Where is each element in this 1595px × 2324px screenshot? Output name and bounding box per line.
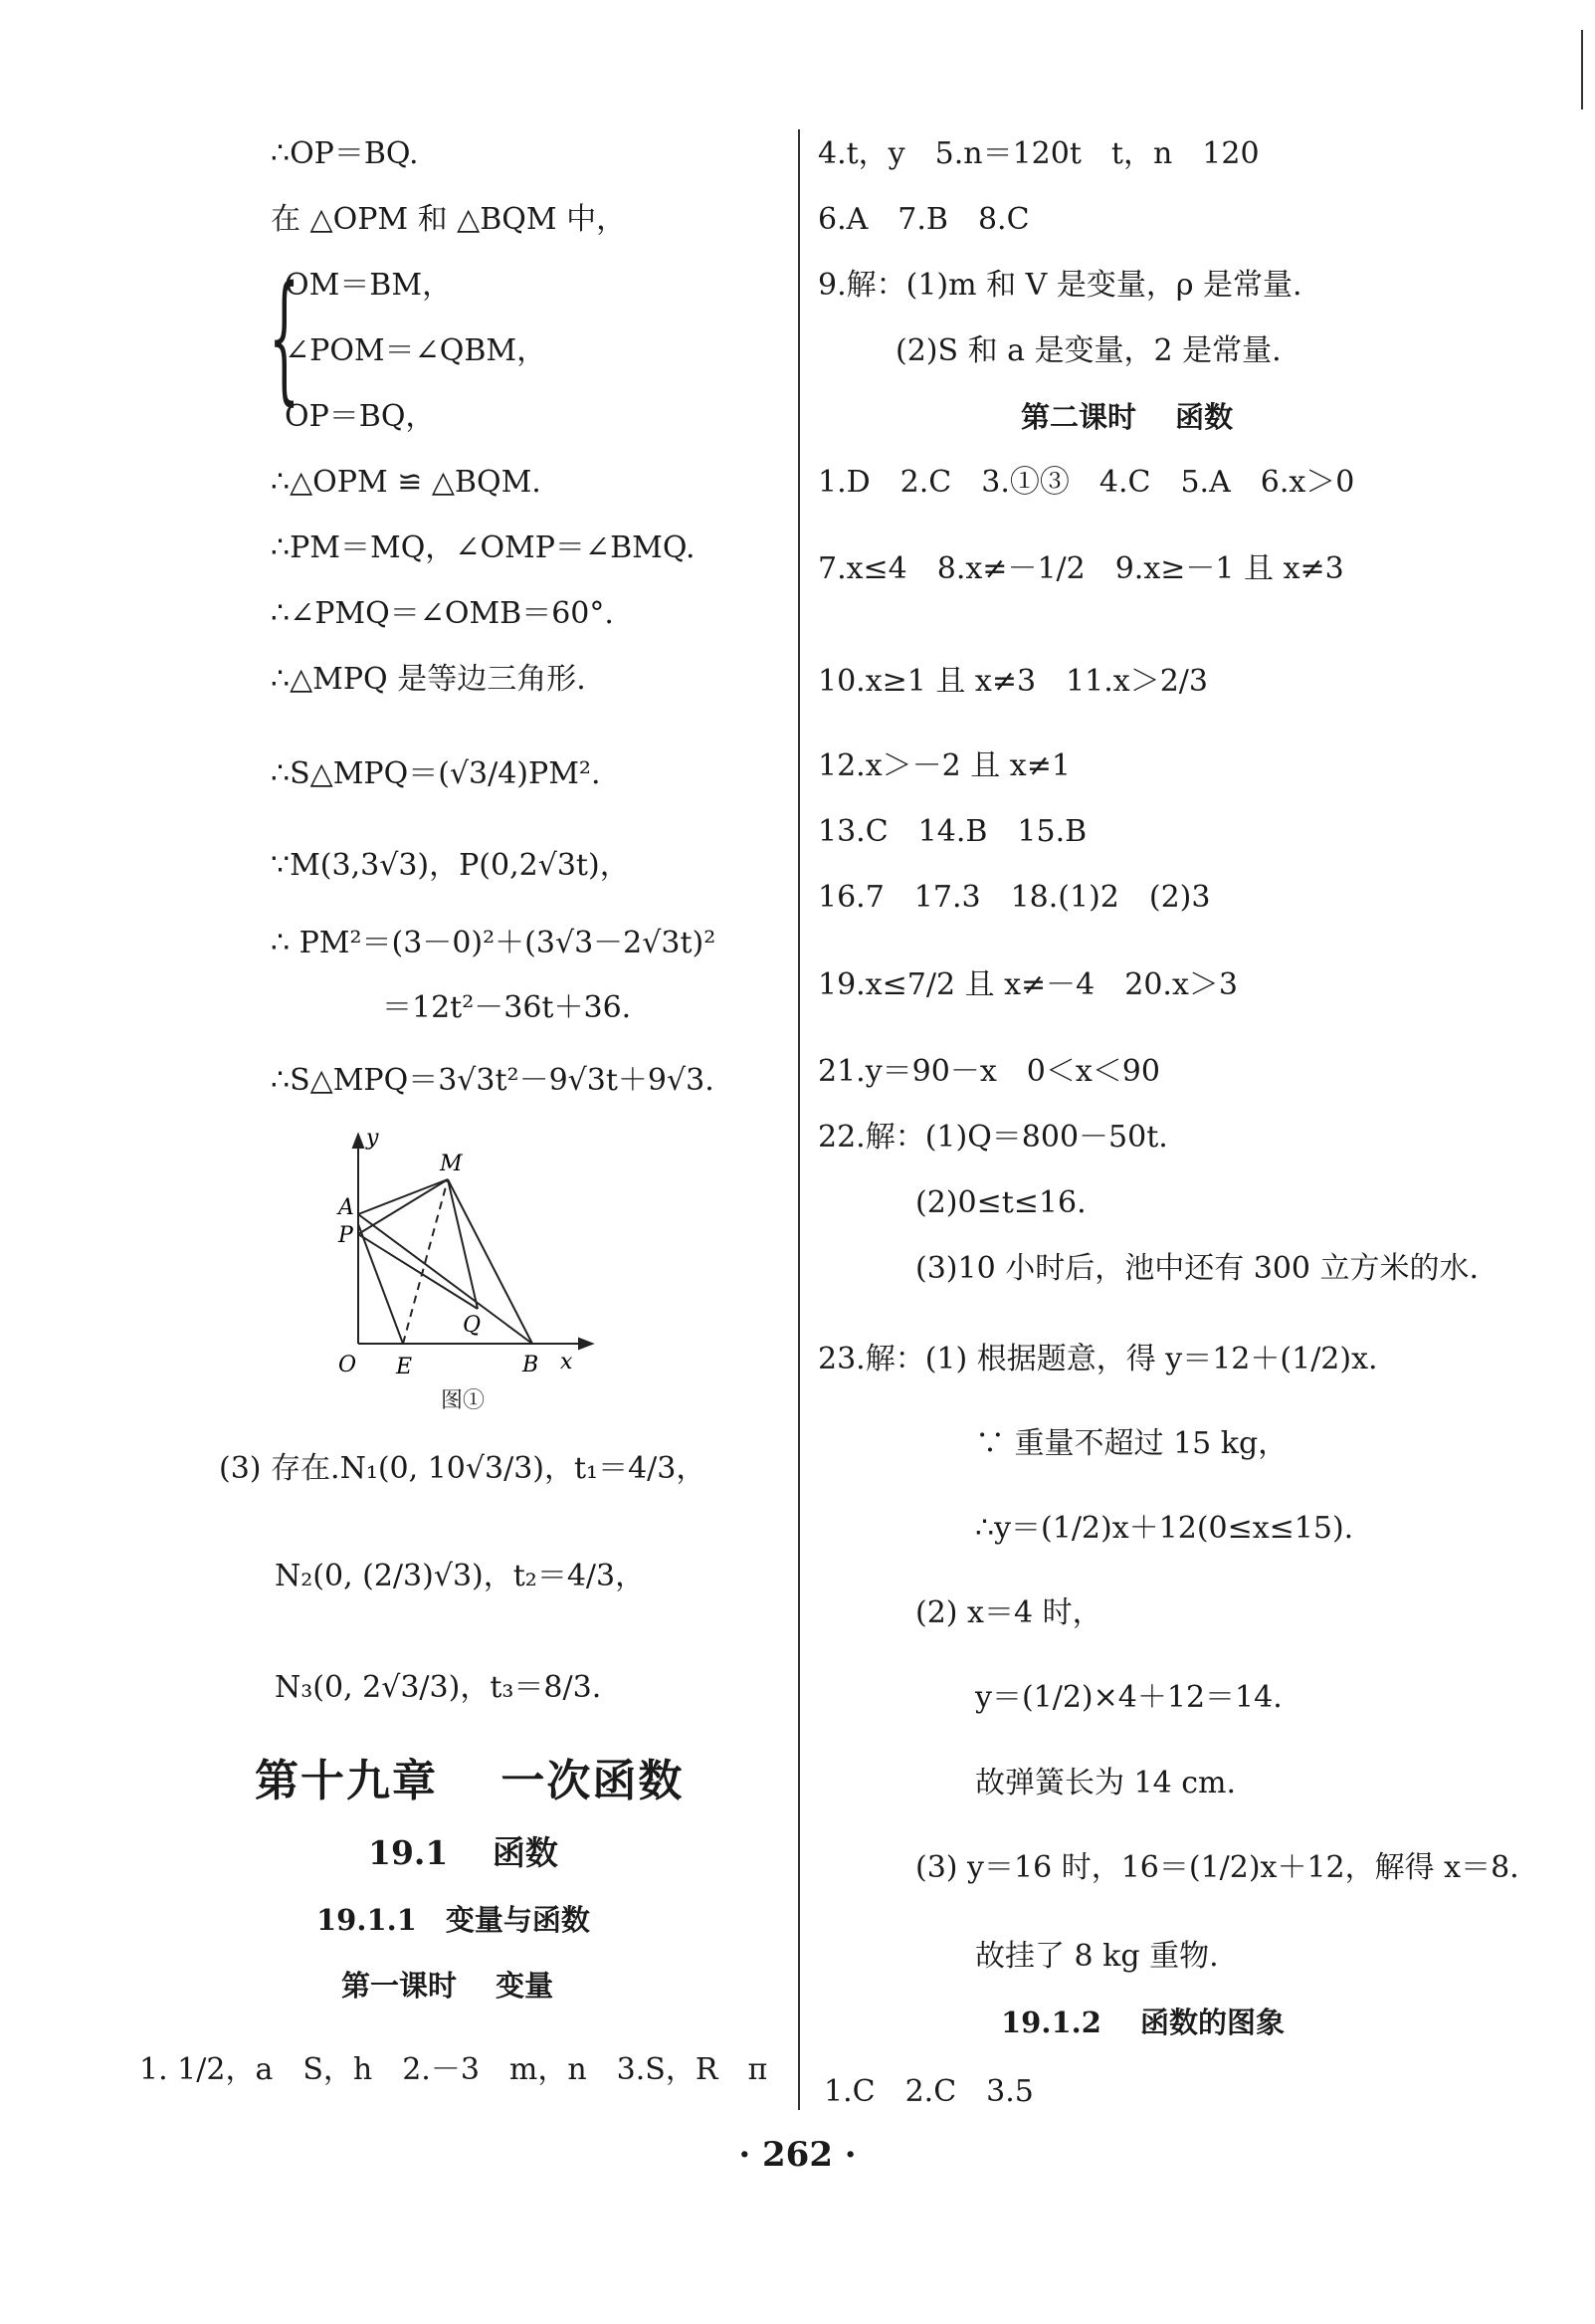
line-13: ＝12t²－36t＋36.	[382, 990, 632, 1025]
answer-row-20: (2) x＝4 时，	[915, 1595, 1102, 1630]
label-A: A	[338, 1195, 354, 1220]
line-5: OP＝BQ，	[285, 399, 436, 434]
answer-row-2: 6.A 7.B 8.C	[818, 202, 1030, 237]
lesson-2-title: 第二课时 函数	[1021, 400, 1234, 434]
label-B: B	[522, 1353, 539, 1377]
answer-row-17: 23.解：(1) 根据题意，得 y＝12＋(1/2)x.	[818, 1342, 1378, 1376]
answer-row-16: (3)10 小时后，池中还有 300 立方米的水.	[915, 1251, 1480, 1286]
answer-row-18: ∵ 重量不超过 15 kg，	[975, 1426, 1289, 1461]
line-6: ∴△OPM ≌ △BQM.	[271, 465, 541, 500]
edge-mark	[1581, 30, 1583, 109]
answer-row-23: (3) y＝16 时，16＝(1/2)x＋12，解得 x＝8.	[915, 1850, 1519, 1885]
geometry-figure	[318, 1115, 617, 1413]
label-x: x	[560, 1350, 573, 1374]
answer-row-14: 22.解：(1)Q＝800－50t.	[818, 1120, 1168, 1155]
answer-row-6: 1.D 2.C 3.①③ 4.C 5.A 6.x＞0	[818, 465, 1355, 500]
label-E: E	[396, 1355, 413, 1379]
subsection-2-title: 19.1.2 函数的图象	[1001, 2006, 1286, 2039]
answer-row-7: 7.x≤4 8.x≠－1/2 9.x≥－1 且 x≠3	[818, 551, 1344, 586]
lesson-title: 第一课时 变量	[341, 1969, 554, 2003]
answer-row-11: 16.7 17.3 18.(1)2 (2)3	[818, 880, 1211, 915]
answer-row-13: 21.y＝90－x 0＜x＜90	[818, 1054, 1160, 1089]
answer-row-4: (2)S 和 a 是变量，2 是常量.	[896, 333, 1282, 368]
page-number: · 262 ·	[738, 2135, 857, 2175]
line-14: ∴S△MPQ＝3√3t²－9√3t＋9√3.	[271, 1063, 714, 1098]
line-2: 在 △OPM 和 △BQM 中，	[271, 202, 627, 237]
answer-row-3: 9.解：(1)m 和 V 是变量，ρ 是常量.	[818, 268, 1302, 303]
line-8: ∴∠PMQ＝∠OMB＝60°.	[271, 596, 614, 631]
answer-row-22: 故弹簧长为 14 cm.	[975, 1766, 1237, 1800]
label-y: y	[366, 1126, 379, 1151]
answer-row-10: 13.C 14.B 15.B	[818, 814, 1088, 849]
line-1: ∴OP＝BQ.	[271, 136, 419, 171]
column-divider	[798, 129, 800, 2110]
line-17: N₃(0, 2√3/3)，t₃＝8/3.	[275, 1670, 602, 1705]
answer-row-1: 4.t，y 5.n＝120t t，n 120	[818, 136, 1260, 171]
chapter-title: 第十九章 一次函数	[255, 1756, 685, 1806]
figure-caption: 图①	[441, 1388, 486, 1413]
label-Q: Q	[463, 1313, 482, 1338]
system-brace: {	[269, 257, 300, 419]
line-7: ∴PM＝MQ，∠OMP＝∠BMQ.	[271, 530, 696, 565]
subsection-title: 19.1.1 变量与函数	[316, 1903, 590, 1937]
answer-row-21: y＝(1/2)×4＋12＝14.	[975, 1680, 1283, 1715]
line-3: OM＝BM，	[285, 268, 453, 303]
line-10: ∴S△MPQ＝(√3/4)PM².	[271, 756, 601, 791]
line-4: ∠POM＝∠QBM，	[285, 333, 547, 368]
line-16: N₂(0, (2/3)√3)，t₂＝4/3，	[275, 1559, 646, 1593]
answer-row-19: ∴y＝(1/2)x＋12(0≤x≤15).	[975, 1511, 1354, 1546]
label-P: P	[338, 1223, 353, 1248]
answer-row-12: 19.x≤7/2 且 x≠－4 20.x＞3	[818, 967, 1238, 1002]
line-11: ∵M(3,3√3)，P(0,2√3t)，	[271, 848, 630, 883]
answer-row-9: 12.x＞－2 且 x≠1	[818, 748, 1071, 783]
label-M: M	[440, 1152, 463, 1176]
answer-row-8: 10.x≥1 且 x≠3 11.x＞2/3	[818, 664, 1208, 699]
line-9: ∴△MPQ 是等边三角形.	[271, 662, 586, 697]
line-15: (3) 存在.N₁(0, 10√3/3)，t₁＝4/3，	[219, 1451, 706, 1486]
answer-row-26: 1.C 2.C 3.5	[824, 2074, 1034, 2109]
label-O: O	[338, 1353, 357, 1377]
section-title: 19.1 函数	[368, 1833, 558, 1872]
answer-row-24: 故挂了 8 kg 重物.	[975, 1939, 1219, 1974]
line-18: 1. 1/2，a S，h 2.－3 m，n 3.S，R π	[139, 2052, 768, 2087]
answer-row-15: (2)0≤t≤16.	[915, 1185, 1087, 1220]
line-12: ∴ PM²＝(3－0)²＋(3√3－2√3t)²	[271, 926, 716, 960]
